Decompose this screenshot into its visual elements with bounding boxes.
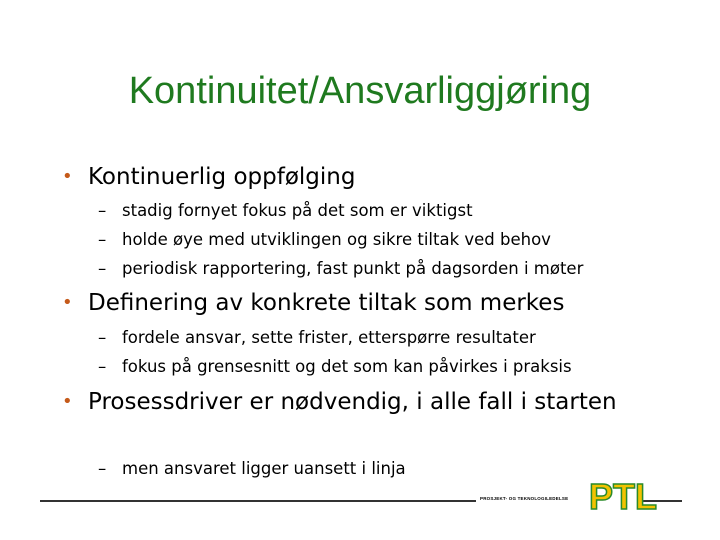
sub-item (98, 229, 551, 251)
sub-text: fokus på grensesnitt og det som kan påvirkes i praksis (122, 357, 572, 376)
slide-title: Kontinuitet/Ansvarliggjøring (128, 70, 592, 112)
bullet-marker: • (62, 391, 73, 412)
sub-item (98, 327, 536, 349)
footer-divider (40, 500, 476, 502)
ptl-logo (588, 474, 657, 517)
sub-text: periodisk rapportering, fast punkt på dagsorden i møter (122, 259, 584, 278)
sub-marker: – (98, 230, 107, 249)
sub-marker: – (98, 357, 107, 376)
bullet-text: Kontinuerlig oppfølging (88, 164, 356, 190)
sub-item (98, 258, 583, 280)
sub-marker: – (98, 259, 107, 278)
bullet-marker: • (62, 292, 73, 313)
sub-marker: – (98, 459, 107, 478)
sub-text: fordele ansvar, sette frister, etterspørre resultater (122, 328, 536, 347)
sub-text: stadig fornyet fokus på det som er viktigst (122, 201, 473, 220)
sub-marker: – (98, 328, 107, 347)
sub-item (98, 458, 406, 480)
bullet-item (62, 286, 648, 320)
sub-item (98, 200, 473, 222)
bullet-item (62, 160, 648, 194)
footer-label: PROSJEKT- OG TEKNOLOGILEDELSE (480, 496, 569, 501)
ptl-logo-text: PTL (589, 476, 657, 517)
bullet-item (62, 385, 628, 419)
bullet-text: Definering av konkrete tiltak som merkes (88, 290, 565, 316)
sub-marker: – (98, 201, 107, 220)
sub-text: men ansvaret ligger uansett i linja (122, 459, 406, 478)
sub-text: holde øye med utviklingen og sikre tiltak ved behov (122, 230, 551, 249)
sub-item (98, 356, 572, 378)
bullet-text: Prosessdriver er nødvendig, i alle fall i starten (88, 389, 617, 415)
bullet-marker: • (62, 166, 73, 187)
